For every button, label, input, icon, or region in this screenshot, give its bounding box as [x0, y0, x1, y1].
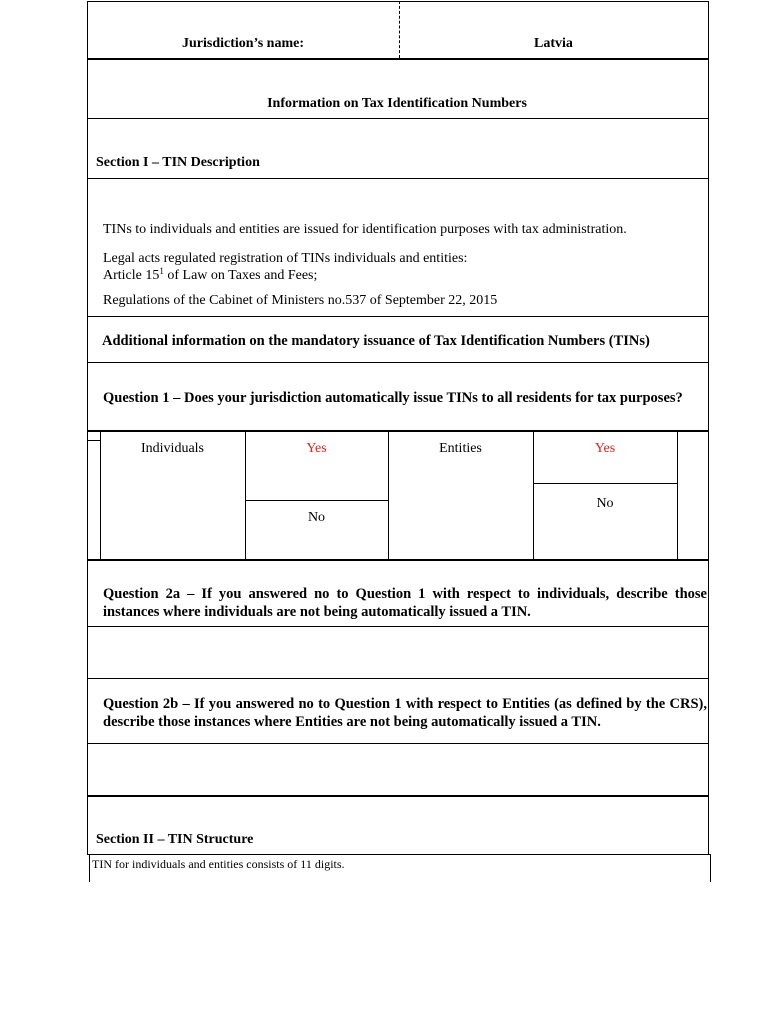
- entities-label: Entities: [439, 441, 482, 456]
- section1-heading: Section I – TIN Description: [96, 155, 260, 170]
- article-suffix: of Law on Taxes and Fees;: [163, 268, 318, 283]
- question2a-text: Question 2a – If you answered no to Question 1 with respect to individuals, describe those instances where individuals are not being automatically issued a TIN.: [103, 586, 707, 620]
- row-divider: [87, 559, 709, 561]
- section2-right-border: [710, 854, 711, 882]
- question1-text: Question 1 – Does your jurisdiction automatically issue TINs to all residents for tax purposes?: [103, 390, 683, 406]
- individuals-no-option[interactable]: No: [307, 510, 326, 525]
- section2-text: TIN for individuals and entities consists of 11 digits.: [92, 857, 345, 871]
- question2b-answer-field[interactable]: [88, 744, 708, 795]
- row-divider: [87, 362, 709, 363]
- row-divider: [87, 118, 709, 119]
- grid-row-line: [533, 483, 677, 484]
- article-superscript: 1: [159, 266, 164, 276]
- section1-article: [103, 268, 317, 284]
- row-divider: [87, 678, 709, 679]
- row-divider: [87, 854, 711, 855]
- section2-heading: Section II – TIN Structure: [96, 832, 254, 847]
- grid-stub: [87, 440, 100, 441]
- section1-para1: TINs to individuals and entities are issued for identification purposes with tax administration.: [103, 222, 627, 237]
- frame-right-border: [708, 1, 709, 854]
- grid-row-line: [245, 500, 388, 501]
- additional-heading: Additional information on the mandatory issuance of Tax Identification Numbers (TINs): [102, 333, 650, 349]
- row-divider: [87, 795, 709, 797]
- jurisdiction-label: Jurisdiction’s name:: [182, 36, 304, 51]
- row-divider: [87, 178, 709, 179]
- row-divider: [87, 316, 709, 317]
- grid-column-line: [677, 430, 678, 559]
- section1-para2: Legal acts regulated registration of TINs individuals and entities:: [103, 251, 468, 266]
- frame-top-border: [87, 1, 709, 2]
- section2-left-border: [89, 854, 90, 882]
- entities-no-option[interactable]: No: [596, 496, 614, 511]
- question2b-text: Question 2b – If you answered no to Question 1 with respect to Entities (as defined by the CRS), describe those instances where Entities are not being automatically issued a TIN.: [103, 696, 707, 730]
- individuals-label: Individuals: [141, 441, 204, 456]
- individuals-yes-option[interactable]: Yes: [306, 441, 327, 456]
- article-prefix: Article 15: [103, 268, 160, 283]
- frame-left-border: [87, 1, 88, 854]
- row-divider: [87, 430, 709, 432]
- jurisdiction-value: Latvia: [534, 36, 573, 51]
- row-divider: [87, 58, 709, 60]
- entities-yes-option[interactable]: Yes: [594, 441, 616, 456]
- page-title: Information on Tax Identification Numbers: [267, 96, 527, 111]
- section1-para3: Regulations of the Cabinet of Ministers no.537 of September 22, 2015: [103, 293, 498, 308]
- question2a-answer-field[interactable]: [88, 627, 708, 678]
